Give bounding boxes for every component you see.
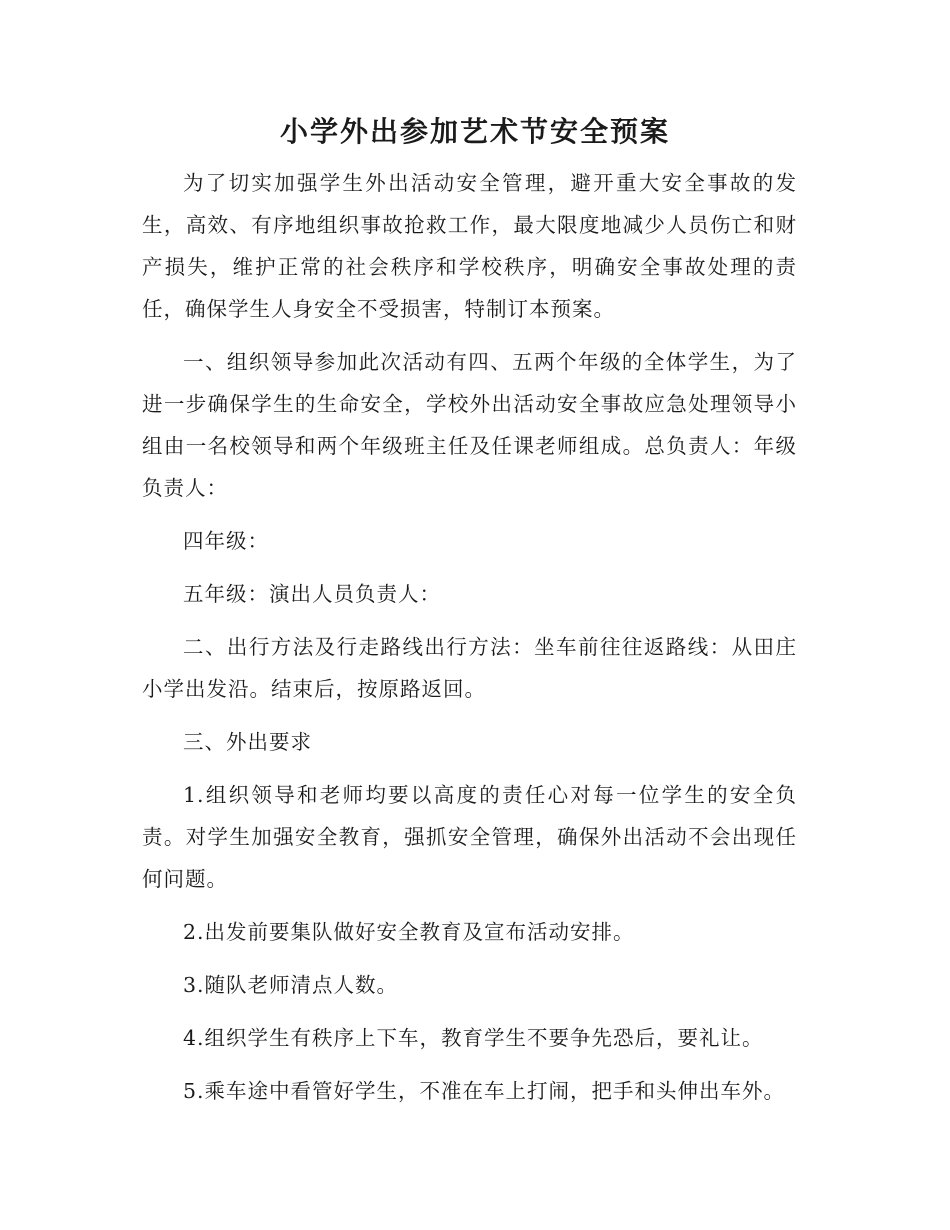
paragraph-intro: 为了切实加强学生外出活动安全管理，避开重大安全事故的发生，高效、有序地组织事故抢救工作，最大限度地减少人员伤亡和财产损失，维护正常的社会秩序和学校秩序，明确安全事故处理的责任，确保学生人身安全不受损害，特制订本预案。: [142, 171, 797, 321]
paragraph-requirement-4: 4.组织学生有秩序上下车，教育学生不要争先恐后，要礼让。: [183, 1026, 764, 1050]
paragraph-requirement-5: 5.乘车途中看管好学生，不准在车上打闹，把手和头伸出车外。: [183, 1079, 786, 1103]
paragraph-requirement-3: 3.随队老师清点人数。: [183, 973, 399, 997]
paragraph-requirement-1: 1.组织领导和老师均要以高度的责任心对每一位学生的安全负责。对学生加强安全教育，强抓安全管理，确保外出活动不会出现任何问题。: [142, 783, 797, 891]
paragraph-grade-four: 四年级：: [183, 529, 269, 553]
paragraph-section-2-route: 二、出行方法及行走路线出行方法：坐车前往往返路线：从田庄小学出发沿。结束后，按原路返回。: [142, 635, 797, 701]
document-title: 小学外出参加艺术节安全预案: [279, 115, 670, 148]
paragraph-section-1-organization: 一、组织领导参加此次活动有四、五两个年级的全体学生，为了进一步确保学生的生命安全，学校外出活动安全事故应急处理领导小组由一名校领导和两个年级班主任及任课老师组成。总负责人：年级负责人：: [142, 350, 797, 500]
paragraph-requirement-2: 2.出发前要集队做好安全教育及宣布活动安排。: [183, 920, 635, 944]
paragraph-grade-five: 五年级：演出人员负责人：: [183, 582, 441, 606]
paragraph-section-3-heading: 三、外出要求: [183, 730, 312, 754]
document-body: [142, 162, 797, 1123]
